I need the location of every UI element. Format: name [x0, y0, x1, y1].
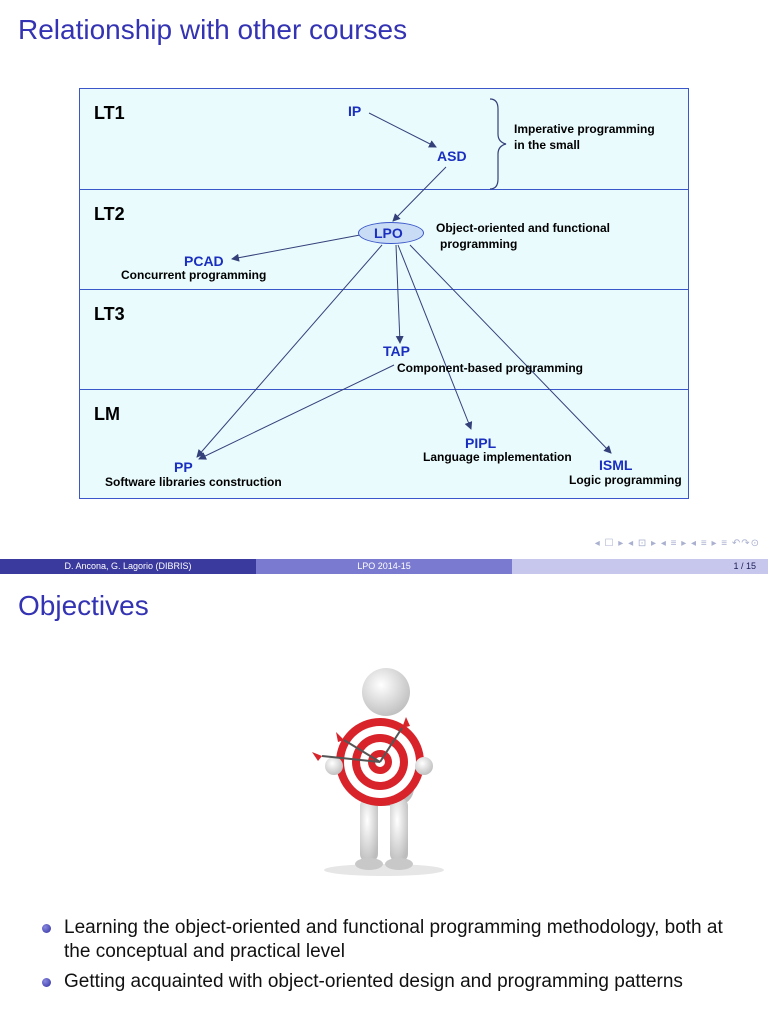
- arrow-tap-pp: [199, 365, 394, 459]
- note-oo-1: Object-oriented and functional: [436, 221, 611, 235]
- course-lpo: LPO: [374, 225, 403, 241]
- note-logic: Logic programming: [569, 473, 682, 487]
- course-tap: TAP: [383, 343, 410, 359]
- list-item: [42, 970, 742, 994]
- bullet-icon: [42, 924, 51, 933]
- page-number: 1 / 15: [733, 561, 756, 571]
- note-imperative-1: Imperative programming: [514, 122, 655, 136]
- arrow-lpo-pipl: [398, 245, 471, 429]
- course-pp: PP: [174, 459, 193, 475]
- list-item: [42, 916, 742, 964]
- course-asd: ASD: [437, 148, 467, 164]
- objectives-list: [42, 916, 742, 1000]
- slide-objectives: [0, 576, 768, 1024]
- course-pipl: PIPL: [465, 435, 497, 451]
- target-figure-image: [274, 666, 494, 880]
- level-label-lt3: LT3: [94, 304, 125, 324]
- note-libraries: Software libraries construction: [105, 475, 282, 489]
- dependency-arrows: [80, 89, 690, 500]
- beamer-navigation[interactable]: ◂ ☐ ▸ ◂ ⊡ ▸ ◂ ≡ ▸ ◂ ≡ ▸ ≡ ↶↷⊙: [594, 538, 760, 549]
- level-label-lt2: LT2: [94, 204, 125, 224]
- footer-page-segment: [512, 559, 768, 574]
- imperative-brace: [490, 99, 506, 189]
- note-oo-2: programming: [440, 237, 518, 251]
- course-diagram: [79, 88, 689, 499]
- level-label-lm: LM: [94, 404, 120, 424]
- bullet-text: Learning the object-oriented and functional programming methodology, both at the conceptual and practical level: [64, 917, 723, 962]
- bullet-icon: [42, 978, 51, 987]
- slide-title: Objectives: [18, 590, 149, 621]
- slide-title: Relationship with other courses: [18, 14, 408, 45]
- arrow-lpo-tap: [396, 245, 400, 343]
- note-concurrent: Concurrent programming: [121, 268, 267, 282]
- arrow-asd-lpo: [393, 167, 446, 221]
- course-pcad: PCAD: [184, 253, 224, 269]
- arrow-lpo-isml: [410, 245, 611, 453]
- course-isml: ISML: [599, 457, 633, 473]
- arrow-ip-asd: [369, 113, 436, 147]
- bullet-text: Getting acquainted with object-oriented design and programming patterns: [64, 971, 683, 992]
- course-ip: IP: [348, 103, 362, 119]
- level-label-lt1: LT1: [94, 103, 125, 123]
- footline: [0, 559, 768, 574]
- footer-course: LPO 2014-15: [256, 559, 512, 574]
- arrow-lpo-pcad: [232, 235, 360, 259]
- note-imperative-2: in the small: [514, 138, 581, 152]
- footer-authors: D. Ancona, G. Lagorio (DIBRIS): [0, 559, 256, 574]
- note-language: Language implementation: [423, 450, 572, 464]
- note-component: Component-based programming: [397, 361, 584, 375]
